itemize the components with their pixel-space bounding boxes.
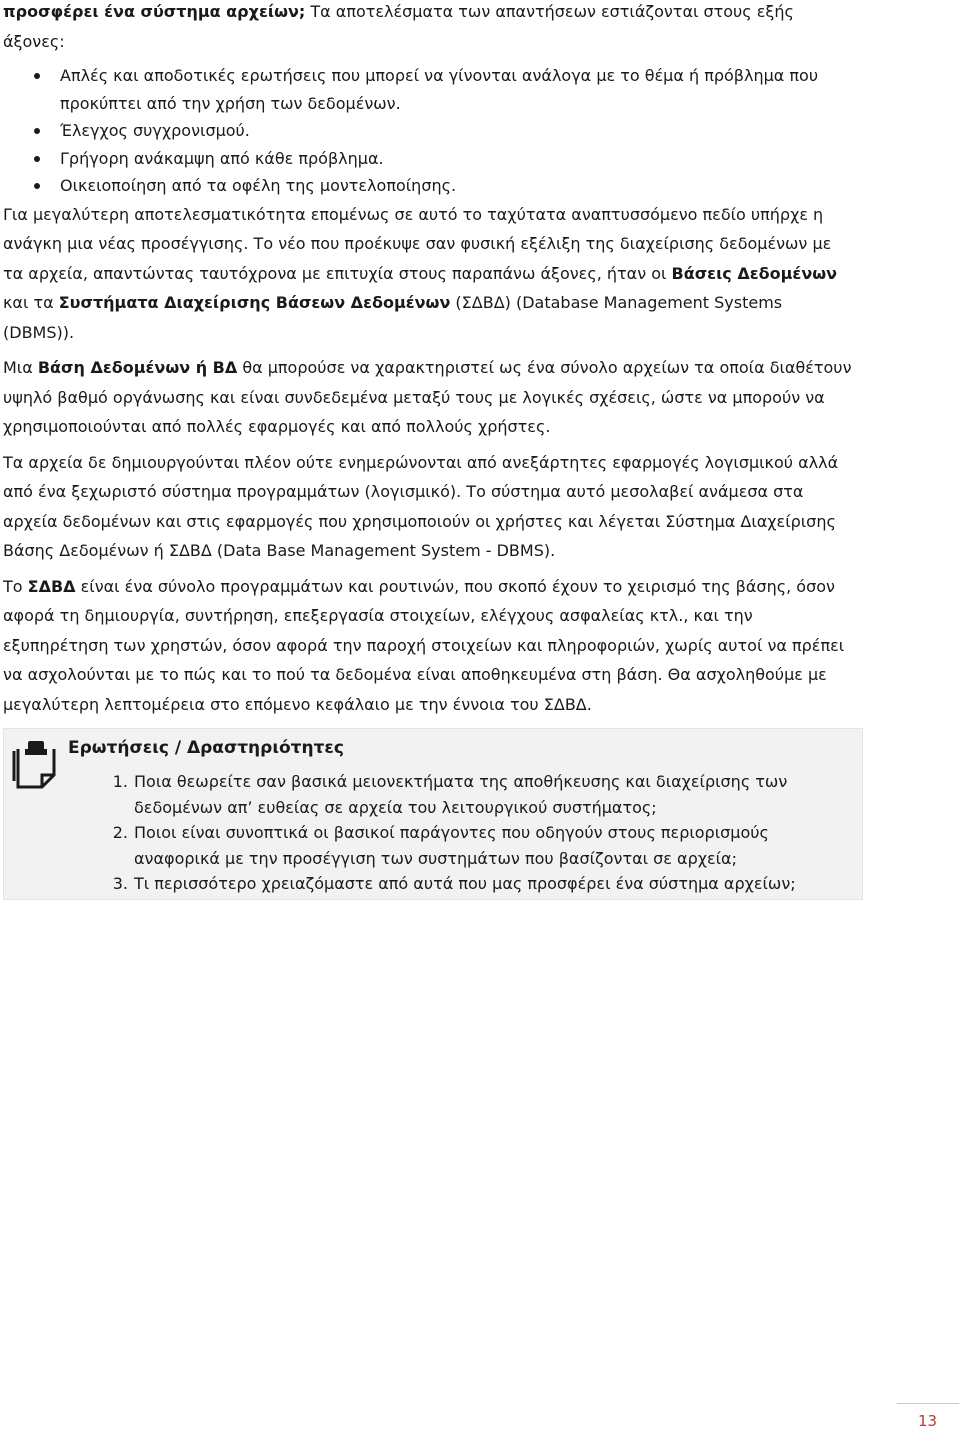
question-number: 3. bbox=[112, 874, 128, 893]
para2-text-1: Μια bbox=[3, 358, 38, 377]
question-text: Τι περισσότερο χρειαζόμαστε από αυτά που μας προσφέρει ένα σύστημα αρχείων; bbox=[134, 874, 796, 893]
questions-box bbox=[3, 728, 863, 900]
para1-text-1: Για μεγαλύτερη αποτελεσματικότητα επομένως σε αυτό το ταχύτατα αναπτυσσόμενο πεδίο υπήρχε η ανάγκη μια νέας προσέγγισης. Το νέο που προέκυψε σαν φυσική εξέλιξη της διαχείρισης δεδομένων με τα αρχεία, απαντώντας ταυτόχρονα με επιτυχία στους παραπάνω άξονες, ήταν οι bbox=[3, 204, 832, 283]
body-text bbox=[3, 0, 853, 719]
page-number: 13 bbox=[918, 1412, 938, 1430]
para4-text-1: Το bbox=[3, 576, 28, 596]
para2-text-2: θα μπορούσε να χαρακτηριστεί ως ένα σύνολο αρχείων τα οποία διαθέτουν υψηλό βαθμό οργάνωσης και είναι συνδεδεμένα μεταξύ τους με λογικές σχέσεις, ώστε να μπορούν να χρησιμοποιούνται από πολλές εφαρμογές και από πολλούς χρήστες. bbox=[3, 358, 852, 436]
para1-bold-1: Βάσεις Δεδομένων bbox=[671, 263, 838, 283]
question-number: 1. bbox=[112, 772, 128, 791]
question-text: Ποια θεωρείτε σαν βασικά μειονεκτήματα της αποθήκευσης και διαχείρισης των δεδομένων απ’ ευθείας σε αρχεία του λειτουργικού συστήματος; bbox=[134, 772, 788, 817]
list-item: Οικειοποίηση από τα οφέλη της μοντελοποίησης. bbox=[60, 172, 853, 200]
paragraph-dbms-intro: Τα αρχεία δε δημιουργούνται πλέον ούτε ενημερώνονται από ανεξάρτητες εφαρμογές λογισμικού αλλά από ένα ξεχωριστό σύστημα προγραμμάτων (λογισμικό). Το σύστημα αυτό μεσολαβεί ανάμεσα στα αρχεία δεδομένων και στις εφαρμογές που χρησιμοποιούν οι χρήστες και λέγεται Σύστημα Διαχείρισης Βάσης Δεδομένων ή ΣΔΒΔ (Data Base Management System - DBMS). bbox=[3, 452, 839, 560]
bullet-list bbox=[3, 62, 853, 200]
questions-list bbox=[72, 769, 852, 897]
question-item bbox=[72, 871, 852, 897]
para2-bold-1: Βάση Δεδομένων ή ΒΔ bbox=[37, 358, 238, 377]
list-item: Απλές και αποδοτικές ερωτήσεις που μπορεί να γίνονται ανάλογα με το θέμα ή πρόβλημα που προκύπτει από την χρήση των δεδομένων. bbox=[60, 62, 853, 117]
para1-text-2: και τα bbox=[3, 293, 59, 312]
clipboard-icon bbox=[12, 737, 60, 793]
para4-bold-1: ΣΔΒΔ bbox=[27, 576, 76, 596]
intro-bold: προσφέρει ένα σύστημα αρχείων; bbox=[3, 2, 306, 21]
paragraph-databases bbox=[3, 200, 853, 348]
intro-rest: Τα αποτελέσματα των απαντήσεων εστιάζονται στους εξής άξονες: bbox=[3, 2, 794, 51]
list-item: Έλεγχος συγχρονισμού. bbox=[60, 117, 853, 145]
footer-divider bbox=[897, 1403, 959, 1404]
list-item: Γρήγορη ανάκαμψη από κάθε πρόβλημα. bbox=[60, 145, 853, 173]
para4-text-2: είναι ένα σύνολο προγραμμάτων και ρουτινών, που σκοπό έχουν το χειρισμό της βάσης, όσον αφορά τη δημιουργία, συντήρηση, επεξεργασία στοιχείων, ελέγχους ασφαλείας κτλ., και την εξυπηρέτηση των χρηστών, όσον αφορά την παροχή στοιχείων και πληροφοριών, χωρίς αυτοί να πρέπει να ασχολούνται με το πώς και το πού τα δεδομένα είναι αποθηκευμένα στη βάση. Θα ασχοληθούμε με μεγαλύτερη λεπτομέρεια στο επόμενο κεφάλαιο με την έννοια του ΣΔΒΔ. bbox=[3, 576, 845, 714]
para1-text-3: (ΣΔΒΔ) (Database Management Systems (DBMS)). bbox=[3, 293, 783, 342]
question-item bbox=[72, 769, 852, 820]
para1-bold-2: Συστήματα Διαχείρισης Βάσεων Δεδομένων bbox=[58, 293, 451, 312]
paragraph-dbms-definition bbox=[3, 572, 853, 720]
question-item bbox=[72, 820, 852, 871]
paragraph-database-definition bbox=[3, 353, 853, 442]
questions-title: Ερωτήσεις / Δραστηριότητες bbox=[68, 738, 344, 758]
question-text: Ποιοι είναι συνοπτικά οι βασικοί παράγοντες που οδηγούν στους περιορισμούς αναφορικά με την προσέγγιση των συστημάτων που βασίζονται σε αρχεία; bbox=[134, 823, 769, 868]
intro-paragraph bbox=[3, 0, 853, 56]
question-number: 2. bbox=[112, 823, 128, 842]
